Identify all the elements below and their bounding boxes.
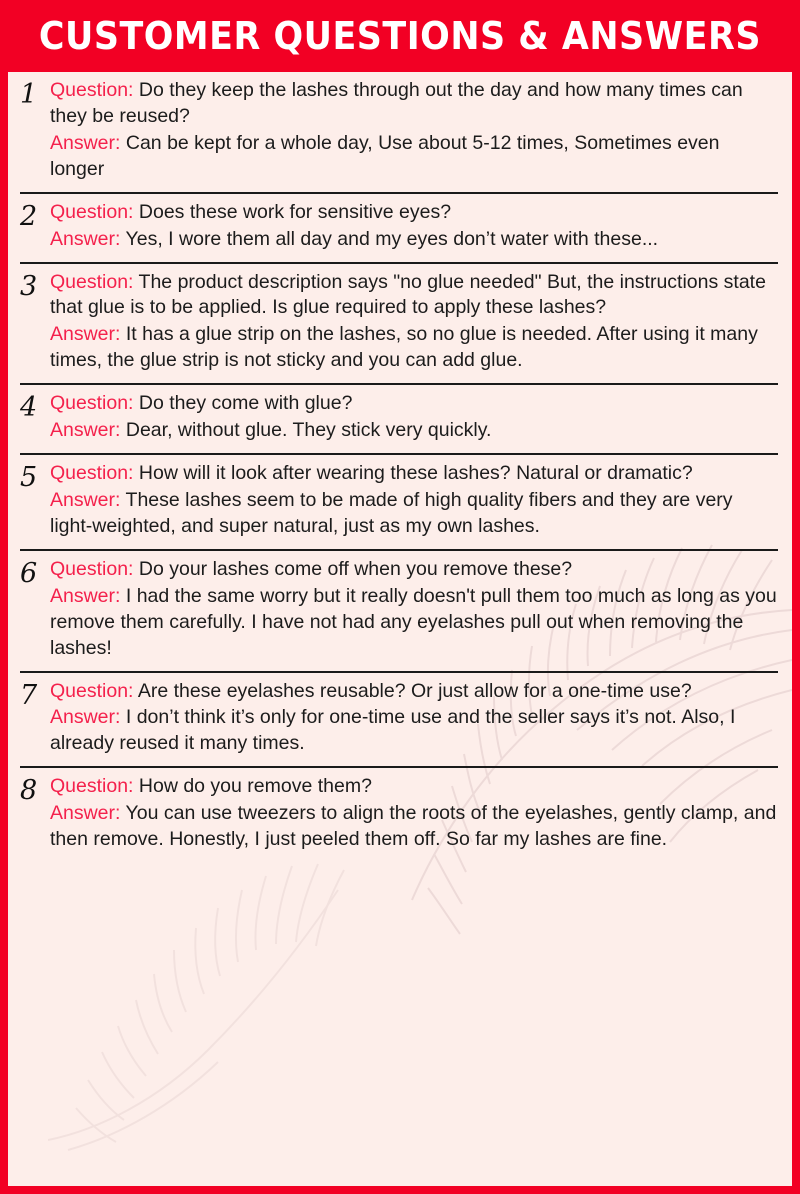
qa-body: [50, 679, 778, 759]
qa-item: [20, 264, 778, 386]
qa-item: [20, 455, 778, 551]
answer-label: Answer:: [50, 227, 121, 250]
qa-item: [20, 768, 778, 862]
question-label: Question:: [50, 200, 134, 223]
qa-number: 4: [20, 392, 38, 424]
answer-text: Yes, I wore them all day and my eyes don’t water with these...: [125, 227, 659, 250]
qa-question-line: [50, 200, 778, 226]
question-label: Question:: [50, 79, 134, 101]
question-text: Do they keep the lashes through out the day and how many times can they be reused?: [50, 79, 743, 127]
eyelash-decoration-secondary-icon: [48, 830, 368, 1160]
question-text: Does these work for sensitive eyes?: [138, 200, 452, 223]
qa-number: 2: [20, 200, 38, 232]
answer-label: Answer:: [50, 584, 121, 607]
question-text: How will it look after wearing these lashes? Natural or dramatic?: [138, 462, 693, 485]
answer-text: Dear, without glue. They stick very quickly.: [125, 419, 492, 442]
qa-body: [50, 774, 778, 854]
qa-answer-line: [50, 801, 778, 853]
question-text: Are these eyelashes reusable? Or just allow for a one-time use?: [137, 679, 692, 702]
answer-text: I had the same worry but it really doesn't pull them too much as long as you remove them carefully. I have not had any eyelashes pull out when removing the lashes!: [50, 584, 777, 659]
qa-number: 1: [20, 79, 38, 110]
answer-text: You can use tweezers to align the roots of the eyelashes, gently clamp, and then remove. Honestly, I just peeled them off. So far my lashes are fine.: [50, 802, 777, 851]
qa-item: [20, 673, 778, 769]
qa-number: 8: [20, 775, 38, 807]
qa-number: 3: [20, 270, 38, 302]
answer-text: I don’t think it’s only for one-time use and the seller says it’s not. Also, I already reused it many times.: [50, 706, 736, 755]
answer-text: Can be kept for a whole day, Use about 5-12 times, Sometimes even longer: [50, 131, 720, 180]
answer-label: Answer:: [50, 706, 121, 729]
qa-answer-line: [50, 131, 778, 183]
question-text: Do they come with glue?: [138, 392, 353, 415]
qa-question-line: [50, 679, 778, 705]
qa-body: [50, 461, 778, 541]
question-label: Question:: [50, 557, 134, 580]
page-header: [0, 0, 800, 72]
answer-label: Answer:: [50, 488, 121, 511]
question-text: The product description says "no glue needed" But, the instructions state that glue is to be applied. Is glue required to apply these lashes?: [50, 270, 766, 319]
question-text: How do you remove them?: [138, 775, 372, 798]
qa-question-line: [50, 78, 778, 130]
qa-answer-line: [50, 488, 778, 540]
qa-answer-line: [50, 322, 778, 374]
question-label: Question:: [50, 392, 134, 415]
qa-body: [50, 391, 778, 445]
question-label: Question:: [50, 775, 134, 798]
qa-question-line: [50, 557, 778, 583]
qa-question-line: [50, 774, 778, 800]
qa-body: [50, 78, 778, 184]
answer-label: Answer:: [50, 323, 121, 346]
answer-text: It has a glue strip on the lashes, so no glue is needed. After using it many times, the glue strip is not sticky and you can add glue.: [50, 323, 758, 372]
qa-number: 7: [20, 679, 38, 711]
qa-answer-line: [50, 705, 778, 757]
page-title: CUSTOMER QUESTIONS & ANSWERS: [38, 14, 762, 58]
question-text: Do your lashes come off when you remove these?: [138, 557, 573, 580]
qa-item: [20, 72, 778, 194]
answer-label: Answer:: [50, 419, 121, 442]
answer-text: These lashes seem to be made of high quality fibers and they are very light-weighted, and super natural, just as my own lashes.: [50, 488, 733, 537]
qa-number: 6: [20, 557, 38, 589]
qa-answer-line: [50, 418, 778, 444]
qa-number: 5: [20, 462, 38, 494]
qa-question-line: [50, 391, 778, 417]
qa-question-line: [50, 461, 778, 487]
question-label: Question:: [50, 270, 134, 293]
qa-body: [50, 200, 778, 254]
qa-answer-line: [50, 227, 778, 253]
qa-list: [8, 72, 792, 862]
qa-question-line: [50, 270, 778, 322]
qa-answer-line: [50, 584, 778, 662]
question-label: Question:: [50, 462, 134, 485]
qa-item: [20, 194, 778, 264]
qa-item: [20, 385, 778, 455]
qa-body: [50, 270, 778, 376]
answer-label: Answer:: [50, 802, 121, 825]
question-label: Question:: [50, 679, 134, 702]
answer-label: Answer:: [50, 131, 121, 154]
qa-body: [50, 557, 778, 663]
qa-item: [20, 551, 778, 673]
